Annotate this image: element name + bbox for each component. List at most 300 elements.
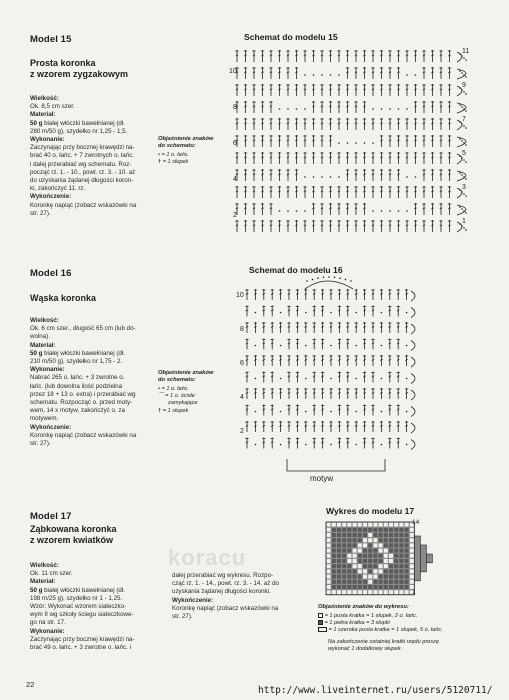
filled-mesh-cell: [389, 575, 393, 579]
filled-mesh-cell: [368, 585, 372, 589]
chain-stitch-mark: [381, 108, 383, 110]
double-crochet-mark: [244, 203, 247, 215]
double-crochet-mark: [371, 169, 374, 181]
double-crochet-mark: [313, 372, 316, 383]
chain-stitch-mark: [461, 55, 463, 57]
double-crochet-mark: [439, 50, 442, 62]
double-crochet-mark: [422, 118, 425, 130]
filled-mesh-cell: [337, 549, 341, 553]
double-crochet-mark: [271, 372, 274, 383]
double-crochet-mark: [388, 405, 391, 416]
chain-stitch-mark: [406, 176, 408, 178]
double-crochet-mark: [269, 118, 272, 130]
empty-mesh-cell: [405, 523, 409, 527]
chain-stitch-mark: [279, 108, 281, 110]
filled-mesh-cell: [337, 585, 341, 589]
double-crochet-mark: [261, 101, 264, 113]
double-crochet-mark: [346, 438, 349, 449]
empty-mesh-cell: [410, 554, 414, 558]
empty-mesh-cell: [389, 590, 393, 594]
filled-mesh-cell: [347, 549, 351, 553]
empty-mesh-cell: [368, 590, 372, 594]
chain-stitch-icon: •: [158, 386, 160, 392]
filled-mesh-cell: [332, 549, 336, 553]
double-crochet-mark: [338, 438, 341, 449]
empty-mesh-cell: [358, 564, 362, 568]
double-crochet-mark: [321, 289, 324, 300]
double-crochet-mark: [397, 405, 400, 416]
double-crochet-mark: [380, 186, 383, 198]
filled-mesh-cell: [358, 585, 362, 589]
empty-mesh-cell: [327, 559, 331, 563]
double-crochet-mark: [245, 421, 248, 432]
double-crochet-mark: [346, 306, 349, 317]
filled-mesh-cell: [394, 575, 398, 579]
double-crochet-mark: [371, 355, 374, 366]
double-crochet-mark: [262, 355, 265, 366]
text-line: brać 40 o. łańc. + 7 zwrotnych o. łańc.: [30, 152, 135, 160]
double-crochet-mark: [252, 67, 255, 79]
empty-mesh-cell: [379, 564, 383, 568]
chain-loop-mark: [411, 374, 415, 384]
filled-mesh-cell: [363, 549, 367, 553]
double-crochet-mark: [431, 118, 434, 130]
filled-mesh-cell: [358, 559, 362, 563]
chain-stitch-mark: [461, 72, 463, 74]
double-crochet-mark: [388, 50, 391, 62]
empty-mesh-cell: [358, 549, 362, 553]
filled-mesh-cell: [353, 580, 357, 584]
double-crochet-mark: [354, 203, 357, 215]
double-crochet-mark: [312, 50, 315, 62]
double-crochet-mark: [388, 152, 391, 164]
double-crochet-mark: [388, 220, 391, 232]
double-crochet-mark: [338, 405, 341, 416]
chain-stitch-mark: [465, 161, 467, 163]
empty-mesh-cell: [394, 590, 398, 594]
double-crochet-mark: [431, 169, 434, 181]
double-crochet-mark: [278, 169, 281, 181]
filled-mesh-cell: [399, 580, 403, 584]
filled-mesh-cell: [368, 543, 372, 547]
double-crochet-mark: [346, 50, 349, 62]
filled-mesh-cell: [394, 533, 398, 537]
double-crochet-mark: [422, 67, 425, 79]
double-crochet-mark: [312, 220, 315, 232]
double-crochet-mark: [422, 220, 425, 232]
empty-mesh-cell: [353, 564, 357, 568]
double-crochet-mark: [269, 135, 272, 147]
chain-stitch-mark: [338, 74, 340, 76]
filled-mesh-cell: [389, 528, 393, 532]
double-crochet-mark: [422, 50, 425, 62]
filled-mesh-cell: [405, 528, 409, 532]
scallop-step: [414, 536, 420, 581]
chain-stitch-mark: [321, 176, 323, 178]
text-line: 50 g białej włóczki bawełnianej (dł.: [30, 349, 125, 357]
page-number: 22: [26, 680, 35, 689]
double-crochet-mark: [279, 322, 282, 333]
filled-mesh-cell: [389, 538, 393, 542]
filled-mesh-cell: [347, 543, 351, 547]
double-crochet-mark: [363, 421, 366, 432]
text-line: Ok. 6 cm szer., długość 65 cm (lub do-: [30, 325, 136, 333]
filled-mesh-cell: [337, 575, 341, 579]
empty-mesh-cell: [358, 523, 362, 527]
filled-mesh-cell: [363, 554, 367, 558]
double-crochet-mark: [321, 355, 324, 366]
double-crochet-mark: [405, 50, 408, 62]
chain-stitch-mark: [398, 108, 400, 110]
chain-stitch-mark: [461, 140, 463, 142]
chain-stitch-mark: [339, 277, 341, 279]
filled-mesh-cell: [342, 559, 346, 563]
empty-mesh-cell: [368, 580, 372, 584]
double-crochet-mark: [414, 203, 417, 215]
text-line: Koronkę napiąć (zobacz wskazówki na: [30, 431, 137, 439]
filled-mesh-cell: [332, 580, 336, 584]
double-crochet-mark: [244, 50, 247, 62]
chain-stitch-mark: [255, 444, 257, 446]
filled-mesh-cell: [399, 585, 403, 589]
empty-mesh-cell: [332, 523, 336, 527]
double-crochet-mark: [448, 186, 451, 198]
double-crochet-mark: [296, 372, 299, 383]
double-crochet-mark: [439, 186, 442, 198]
double-crochet-mark: [286, 186, 289, 198]
chain-stitch-mark: [280, 411, 282, 413]
double-crochet-mark: [252, 118, 255, 130]
text-line: do uzyskania żądanej długości koron-: [30, 177, 134, 185]
chain-stitch-mark: [465, 127, 467, 129]
model15-subtitle: Prosta koronka z wzorem zygzakowym: [30, 58, 129, 79]
empty-mesh-cell: [353, 549, 357, 553]
double-crochet-mark: [303, 84, 306, 96]
double-crochet-mark: [414, 152, 417, 164]
empty-mesh-cell: [399, 523, 403, 527]
empty-mesh-cell: [410, 528, 414, 532]
double-crochet-mark: [262, 306, 265, 317]
double-crochet-mark: [320, 220, 323, 232]
double-crochet-mark: [346, 203, 349, 215]
empty-mesh-cell: [379, 523, 383, 527]
filled-mesh-cell: [347, 585, 351, 589]
double-crochet-mark: [286, 152, 289, 164]
filled-mesh-cell: [368, 554, 372, 558]
filled-mesh-cell: [379, 554, 383, 558]
double-crochet-mark: [338, 306, 341, 317]
double-crochet-mark: [371, 186, 374, 198]
chain-stitch-mark: [355, 312, 357, 314]
double-crochet-mark: [346, 169, 349, 181]
filled-mesh-cell: [379, 580, 383, 584]
chain-stitch-mark: [280, 378, 282, 380]
filled-mesh-cell: [347, 564, 351, 568]
double-crochet-mark: [371, 405, 374, 416]
double-crochet-mark: [363, 118, 366, 130]
double-crochet-mark: [304, 355, 307, 366]
text-line: Wykonanie:: [30, 136, 65, 144]
double-crochet-mark: [252, 169, 255, 181]
filled-mesh-cell: [394, 569, 398, 573]
model15-crochet-chart: [225, 42, 485, 252]
double-crochet-mark: [388, 118, 391, 130]
filled-mesh-cell: [358, 538, 362, 542]
double-crochet-mark: [329, 322, 332, 333]
double-crochet-mark: [244, 220, 247, 232]
double-crochet-mark: [448, 220, 451, 232]
double-crochet-mark: [414, 186, 417, 198]
chain-stitch-mark: [461, 123, 463, 125]
double-crochet-mark: [422, 135, 425, 147]
double-crochet-mark: [448, 135, 451, 147]
filled-mesh-cell: [332, 538, 336, 542]
double-crochet-mark: [380, 322, 383, 333]
double-crochet-mark: [329, 135, 332, 147]
double-crochet-mark: [371, 372, 374, 383]
double-crochet-mark: [371, 421, 374, 432]
chart-row-top: 14: [412, 519, 420, 526]
chain-stitch-mark: [381, 210, 383, 212]
empty-mesh-cell: [399, 590, 403, 594]
empty-mesh-cell: [394, 523, 398, 527]
double-crochet-mark: [337, 101, 340, 113]
filled-mesh-cell: [347, 528, 351, 532]
chain-stitch-mark: [463, 74, 465, 76]
filled-mesh-cell: [342, 549, 346, 553]
chain-stitch-mark: [381, 345, 383, 347]
double-crochet-mark: [355, 289, 358, 300]
double-crochet-mark: [313, 322, 316, 333]
filled-mesh-cell: [337, 559, 341, 563]
double-crochet-mark: [405, 152, 408, 164]
filled-mesh-cell: [347, 580, 351, 584]
filled-mesh-cell: [384, 585, 388, 589]
double-crochet-mark: [388, 289, 391, 300]
double-crochet-mark: [397, 322, 400, 333]
double-crochet-mark: [295, 169, 298, 181]
double-crochet-mark: [448, 152, 451, 164]
double-crochet-mark: [397, 152, 400, 164]
double-crochet-mark: [279, 388, 282, 399]
double-crochet-mark: [363, 203, 366, 215]
double-crochet-mark: [278, 152, 281, 164]
double-crochet-mark: [261, 186, 264, 198]
double-crochet-mark: [397, 421, 400, 432]
double-crochet-mark: [388, 339, 391, 350]
double-crochet-mark: [278, 135, 281, 147]
double-crochet-mark: [414, 118, 417, 130]
chain-loop-mark: [411, 291, 415, 301]
filled-mesh-cell: [373, 585, 377, 589]
scallop-step: [426, 554, 432, 563]
source-url[interactable]: http://www.liveinternet.ru/users/5120711/: [258, 685, 493, 696]
double-crochet-mark: [244, 152, 247, 164]
chain-stitch-icon: •: [158, 152, 160, 158]
double-crochet-mark: [439, 135, 442, 147]
filled-mesh-cell: [399, 564, 403, 568]
row-number: 4: [240, 394, 244, 401]
empty-mesh-cell: [373, 590, 377, 594]
double-crochet-mark: [254, 388, 257, 399]
model15-scheme-title: Schemat do modelu 15: [244, 32, 338, 42]
double-crochet-mark: [287, 306, 290, 317]
double-crochet-mark: [405, 118, 408, 130]
text-line: Zaczynając przy bocznej krawędzi na-: [30, 635, 135, 643]
double-crochet-mark: [296, 306, 299, 317]
chain-loop-mark: [411, 308, 415, 318]
filled-mesh-cell: [373, 554, 377, 558]
filled-mesh-cell: [337, 543, 341, 547]
chain-stitch-mark: [465, 110, 467, 112]
chain-stitch-mark: [280, 345, 282, 347]
filled-mesh-cell: [399, 528, 403, 532]
double-crochet-mark: [338, 339, 341, 350]
filled-mesh-cell: [337, 564, 341, 568]
filled-mesh-cell: [399, 575, 403, 579]
double-crochet-mark: [431, 84, 434, 96]
double-crochet-mark: [320, 203, 323, 215]
double-crochet-mark: [296, 322, 299, 333]
double-crochet-mark: [388, 306, 391, 317]
double-crochet-mark: [312, 203, 315, 215]
text-line: wolna).: [30, 333, 50, 341]
empty-mesh-cell: [363, 590, 367, 594]
empty-mesh-cell: [327, 590, 331, 594]
chain-stitch-mark: [463, 91, 465, 93]
double-crochet-mark: [312, 135, 315, 147]
filled-mesh-cell: [384, 528, 388, 532]
filled-mesh-cell: [342, 543, 346, 547]
empty-mesh-cell: [353, 554, 357, 558]
double-crochet-mark: [388, 372, 391, 383]
empty-mesh-cell: [368, 575, 372, 579]
row-number: 11: [462, 48, 470, 55]
filled-mesh-cell: [342, 580, 346, 584]
chain-stitch-mark: [305, 411, 307, 413]
chain-stitch-mark: [463, 125, 465, 127]
double-crochet-mark: [261, 118, 264, 130]
filled-mesh-cell: [389, 564, 393, 568]
double-crochet-mark: [363, 220, 366, 232]
double-crochet-mark: [380, 355, 383, 366]
double-crochet-mark: [380, 118, 383, 130]
slip-stitch-icon: ⌒: [158, 393, 164, 400]
double-crochet-mark: [244, 84, 247, 96]
filled-mesh-cell: [373, 580, 377, 584]
double-crochet-mark: [405, 355, 408, 366]
chain-stitch-mark: [463, 176, 465, 178]
text-line: Wykończenie:: [172, 596, 214, 604]
double-crochet-mark: [271, 388, 274, 399]
double-crochet-mark: [304, 388, 307, 399]
double-crochet-mark: [329, 355, 332, 366]
double-crochet-mark: [405, 289, 408, 300]
filled-mesh-cell: [363, 533, 367, 537]
chain-stitch-mark: [459, 70, 461, 72]
double-crochet-mark: [397, 135, 400, 147]
chain-stitch-mark: [330, 411, 332, 413]
text-line: Wzór: Wykonać wzorem siateczko-: [30, 603, 127, 611]
empty-mesh-cell: [327, 575, 331, 579]
double-crochet-mark: [245, 339, 248, 350]
chain-stitch-mark: [355, 444, 357, 446]
chain-stitch-mark: [328, 276, 330, 278]
double-crochet-mark: [363, 372, 366, 383]
filled-mesh-cell: [399, 554, 403, 558]
chain-stitch-mark: [406, 444, 408, 446]
double-crochet-mark: [295, 67, 298, 79]
chain-stitch-mark: [465, 59, 467, 61]
double-crochet-mark: [320, 152, 323, 164]
row-number: 1: [462, 218, 466, 225]
double-crochet-mark: [371, 322, 374, 333]
empty-mesh-cell: [327, 533, 331, 537]
chain-stitch-mark: [406, 312, 408, 314]
double-crochet-mark: [278, 50, 281, 62]
double-crochet-mark: [271, 322, 274, 333]
double-crochet-mark: [355, 388, 358, 399]
chain-stitch-mark: [323, 277, 325, 279]
double-crochet-mark: [405, 135, 408, 147]
chain-stitch-mark: [465, 76, 467, 78]
double-crochet-mark: [235, 50, 238, 62]
double-crochet-mark: [303, 118, 306, 130]
chain-stitch-mark: [338, 176, 340, 178]
filled-mesh-cell: [337, 533, 341, 537]
double-crochet-mark: [261, 135, 264, 147]
chart-row-bottom: 1: [412, 589, 416, 596]
double-crochet-mark: [397, 84, 400, 96]
filled-mesh-cell: [399, 538, 403, 542]
chain-stitch-mark: [406, 74, 408, 76]
double-crochet-mark: [235, 220, 238, 232]
chain-stitch-mark: [350, 280, 352, 282]
chain-stitch-mark: [461, 174, 463, 176]
model17-filet-chart: [322, 518, 452, 603]
double-crochet-mark: [296, 438, 299, 449]
model15-title: Model 15: [30, 34, 72, 45]
chain-stitch-mark: [415, 74, 417, 76]
double-crochet-mark: [295, 186, 298, 198]
filled-mesh-cell: [389, 543, 393, 547]
chain-stitch-mark: [330, 345, 332, 347]
filled-mesh-cell: [368, 564, 372, 568]
empty-mesh-cell: [384, 559, 388, 563]
double-crochet-mark: [287, 289, 290, 300]
filled-mesh-cell: [342, 585, 346, 589]
row-number: 8: [233, 104, 237, 111]
double-crochet-mark: [244, 101, 247, 113]
double-crochet-mark: [380, 84, 383, 96]
double-crochet-mark: [414, 101, 417, 113]
double-crochet-mark: [337, 220, 340, 232]
double-crochet-mark: [287, 388, 290, 399]
empty-mesh-cell: [410, 543, 414, 547]
double-crochet-mark: [414, 50, 417, 62]
double-crochet-mark: [431, 186, 434, 198]
double-crochet-mark: [371, 50, 374, 62]
empty-mesh-cell: [327, 585, 331, 589]
empty-mesh-cell: [358, 569, 362, 573]
chain-stitch-mark: [459, 223, 461, 225]
double-crochet-mark: [346, 339, 349, 350]
filled-mesh-cell: [363, 580, 367, 584]
double-crochet-mark: [371, 306, 374, 317]
chain-loop-mark: [457, 137, 466, 147]
empty-mesh-cell: [373, 575, 377, 579]
double-crochet-mark: [245, 372, 248, 383]
